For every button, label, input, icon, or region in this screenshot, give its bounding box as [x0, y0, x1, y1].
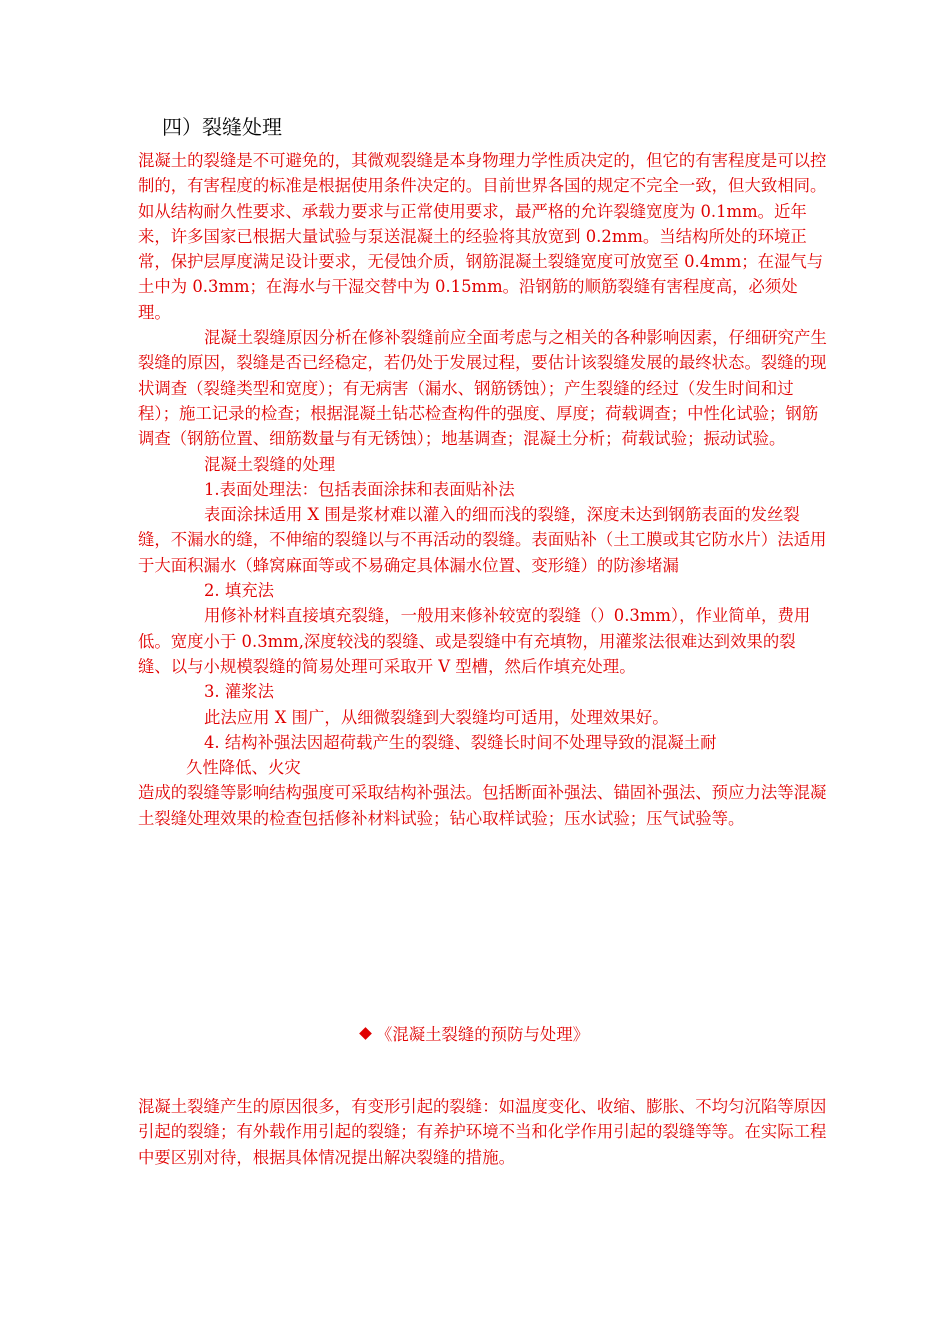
paragraph-surface-method: 表面涂抹适用 X 围是浆材难以灌入的细而浅的裂缝，深度未达到钢筋表面的发丝裂缝，不漏水的缝，不伸缩的裂缝以与不再活动的裂缝。表面贴补（土工膜或其它防水片）法适用于大面积漏水（蜂窝麻面等或不易确定具体漏水位置、变形缝）的防渗堵漏	[138, 505, 827, 575]
paragraph-filling-method-title: 2. 填充法	[204, 581, 275, 601]
paragraph-grouting-method: 此法应用 X 围广，从细微裂缝到大裂缝均可适用，处理效果好。	[204, 707, 669, 727]
paragraph-reinforcement-method: 造成的裂缝等影响结构强度可采取结构补强法。包括断面补强法、锚固补强法、预应力法等混凝土裂缝处理效果的检查包括修补材料试验；钻心取样试验；压水试验；压气试验等。	[138, 783, 827, 828]
paragraph-crack-treatment-title: 混凝土裂缝的处理	[204, 454, 336, 474]
paragraph-reinforcement-method-cont: 久性降低、火灾	[186, 758, 301, 778]
body-block-causes	[138, 1094, 828, 1170]
section-title	[0, 1022, 950, 1048]
paragraph-grouting-method-title: 3. 灌浆法	[204, 682, 275, 702]
paragraph-crack-analysis: 混凝土裂缝原因分析在修补裂缝前应全面考虑与之相关的各种影响因素，仔细研究产生裂缝的原因，裂缝是否已经稳定，若仍处于发展过程，要估计该裂缝发展的最终状态。裂缝的现状调查（裂缝类型和宽度）；有无病害（漏水、钢筋锈蚀）；产生裂缝的经过（发生时间和过程）；施工记录的检查；根据混凝土钻芯检查构件的强度、厚度；荷载调查；中性化试验；钢筋调查（钢筋位置、细筋数量与有无锈蚀）；地基调查；混凝土分析；荷载试验；振动试验。	[138, 328, 827, 449]
diamond-icon	[359, 1027, 372, 1040]
body-block-main	[138, 148, 828, 831]
section-title-text: 《混凝土裂缝的预防与处理》	[375, 1025, 590, 1044]
paragraph-reinforcement-method-title: 4. 结构补强法因超荷载产生的裂缝、裂缝长时间不处理导致的混凝土耐	[204, 732, 717, 752]
paragraph-crack-causes: 混凝土裂缝产生的原因很多，有变形引起的裂缝：如温度变化、收缩、膨胀、不均匀沉陷等原因引起的裂缝；有外载作用引起的裂缝；有养护环境不当和化学作用引起的裂缝等等。在实际工程中要区别对待，根据具体情况提出解决裂缝的措施。	[138, 1097, 827, 1167]
paragraph-surface-method-title: 1.表面处理法：包括表面涂抹和表面贴补法	[204, 479, 515, 499]
paragraph-filling-method: 用修补材料直接填充裂缝，一般用来修补较宽的裂缝（）0.3mm），作业简单，费用低。宽度小于 0.3mm,深度较浅的裂缝、或是裂缝中有充填物，用灌浆法很难达到效果的裂缝、以与小规模裂缝的简易处理可采取开 V 型槽，然后作填充处理。	[138, 606, 811, 676]
section-heading: 四）裂缝处理	[162, 115, 282, 139]
paragraph-crack-tolerance: 混凝土的裂缝是不可避免的，其微观裂缝是本身物理力学性质决定的，但它的有害程度是可以控制的，有害程度的标准是根据使用条件决定的。目前世界各国的规定不完全一致，但大致相同。如从结构耐久性要求、承载力要求与正常使用要求，最严格的允许裂缝宽度为 0.1mm。近年来，许多国家已根据大量试验与泵送混凝土的经验将其放宽到 0.2mm。当结构所处的环境正常，保护层厚度满足设计要求，无侵蚀介质，钢筋混凝土裂缝宽度可放宽至 0.4mm；在湿气与土中为 0.3mm；在海水与干湿交替中为 0.15mm。沿钢筋的顺筋裂缝有害程度高，必须处理。	[138, 151, 827, 322]
